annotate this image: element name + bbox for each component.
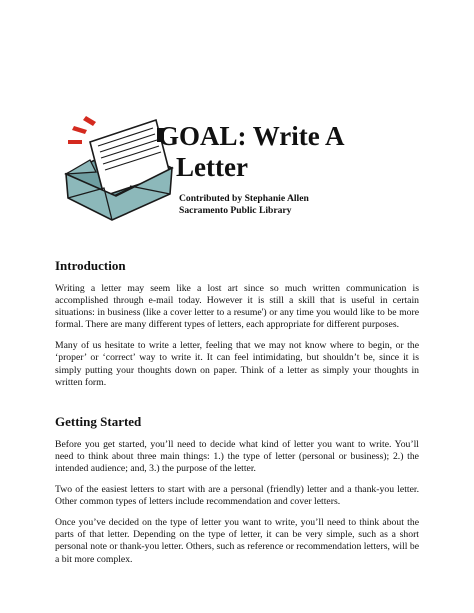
byline xyxy=(179,193,309,217)
library-name: Sacramento Public Library xyxy=(179,205,292,216)
section-heading-getting-started: Getting Started xyxy=(55,413,142,429)
title-line-2: Letter xyxy=(176,152,248,182)
paragraph: Two of the easiest letters to start with are a personal (friendly) letter and a thank-you letter. Other common types of letters include recommendation and cover letters. xyxy=(55,484,419,508)
paragraph: Once you’ve decided on the type of letter you want to write, you’ll need to think about the parts of that letter. Depending on the type of letter, it can be very simple, such as a short personal note or thank-you letter. Others, such as reference or recommendation letters, will be a bit more complex. xyxy=(55,517,419,565)
paragraph: Writing a letter may seem like a lost art since so much written communication is accomplished through e-mail today. However it is still a skill that is useful in certain situations: in business (like a cover letter to a resume') or any time you would like to be more formal. There are many different types of letters, each appropriate for different purposes. xyxy=(55,283,419,331)
title-line-1: GOAL: Write A xyxy=(158,121,345,151)
paragraph: Many of us hesitate to write a letter, feeling that we may not know where to begin, or the ‘proper’ or ‘correct’ way to write it. It can feel intimidating, but shouldn’t be, since it is simply putting your thoughts down on paper. Think of a letter as simply your thoughts in written form. xyxy=(55,340,419,388)
contributor-name: Contributed by Stephanie Allen xyxy=(179,193,309,204)
page-title xyxy=(158,121,345,183)
document-body xyxy=(55,258,419,575)
section-heading-introduction: Introduction xyxy=(55,258,126,273)
paragraph: Before you get started, you’ll need to decide what kind of letter you want to write. You’ll need to think about three main things: 1.) the type of letter (personal or business); 2.) the intended audience; and, 3.) the purpose of the letter. xyxy=(55,438,419,474)
